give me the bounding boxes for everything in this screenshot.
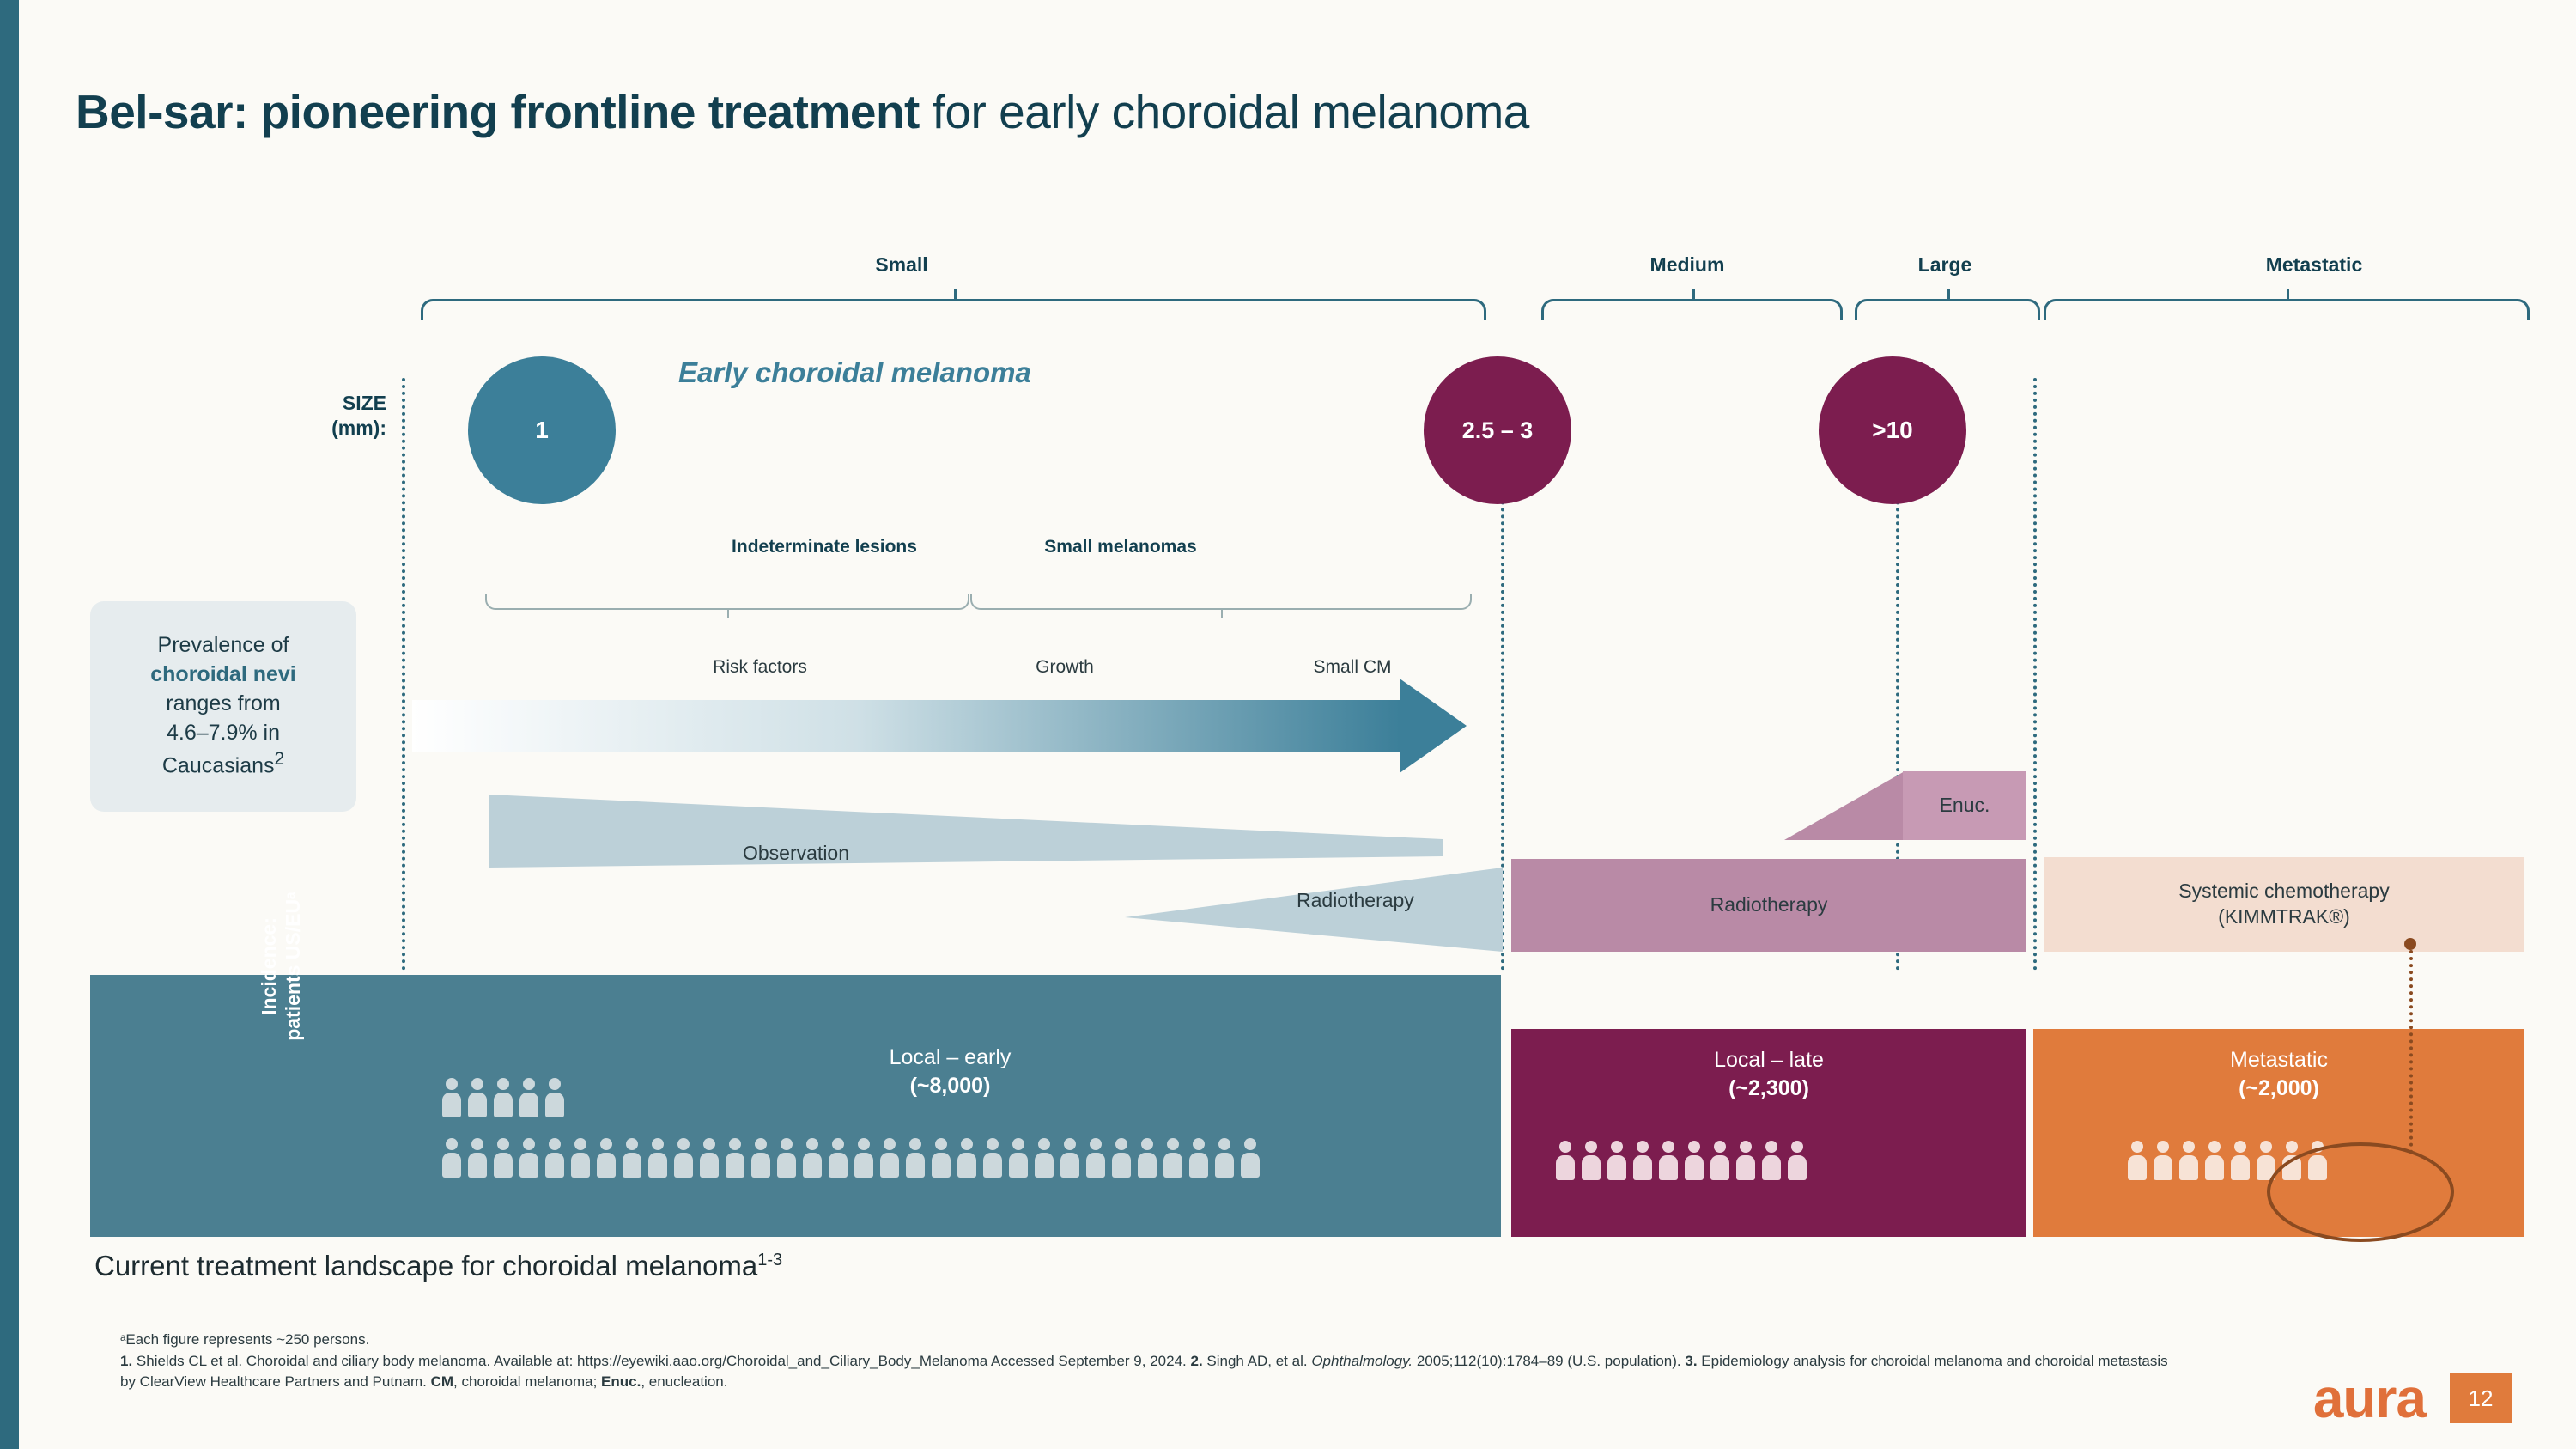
prevalence-line2: ranges from <box>166 691 281 715</box>
incidence-count-local-late: (~2,300) <box>1728 1075 1809 1100</box>
footnote-ref2-journal: Ophthalmology. <box>1311 1352 1413 1369</box>
footnote-ref2-marker: 2. <box>1190 1352 1203 1369</box>
incidence-figures-local-early <box>442 1078 1481 1117</box>
footnote-ref2-end: 2005;112(10):1784–89 (U.S. population). <box>1413 1352 1686 1369</box>
footnote-ref1-link[interactable]: https://eyewiki.aao.org/Choroidal_and_Ciliary_Body_Melanoma <box>577 1352 988 1369</box>
category-label-medium: Medium <box>1649 253 1725 276</box>
systemic-chemotherapy-band <box>2044 857 2524 952</box>
early-choroidal-melanoma-label: Early choroidal melanoma <box>678 356 1031 388</box>
enucleation-band: Enuc. <box>1903 771 2026 840</box>
page-title-bold: Bel-sar: pioneering frontline treatment <box>76 85 920 138</box>
footnote-ref3-marker: 3. <box>1685 1352 1698 1369</box>
prevalence-line4: Caucasians <box>161 753 275 778</box>
incidence-label-metastatic: Metastatic <box>2230 1048 2328 1072</box>
incidence-label-local-early: Local – early <box>889 1045 1012 1069</box>
abbrev-enuc-marker: Enuc. <box>601 1373 641 1391</box>
incidence-count-metastatic: (~2,000) <box>2239 1075 2319 1100</box>
abbrev-enuc-text: , enucleation. <box>641 1373 728 1391</box>
incidence-title-local-late <box>1511 1046 2026 1102</box>
left-accent-bar <box>0 0 19 1449</box>
category-brace-metastatic <box>2044 299 2530 320</box>
footnote-references <box>120 1351 2181 1393</box>
incidence-axis-block <box>90 975 399 1237</box>
footnote-ref1-marker: 1. <box>120 1352 133 1369</box>
footnote-ref1-text: Shields CL et al. Choroidal and ciliary body melanoma. Available at: <box>132 1352 578 1369</box>
divider-large-metastatic <box>2033 378 2037 971</box>
category-brace-large <box>1855 299 2040 320</box>
size-axis-label <box>240 391 386 441</box>
lesion-group-label-indeterminate: Indeterminate lesions <box>732 537 917 557</box>
footnote-ref1-accessed: Accessed September 9, 2024. <box>987 1352 1191 1369</box>
incidence-label-local-late: Local – late <box>1714 1048 1824 1072</box>
incidence-block-local-late <box>1511 1029 2026 1237</box>
lesion-tick-risk-factors: Risk factors <box>713 657 807 677</box>
divider-small-start <box>402 378 405 971</box>
observation-wedge <box>489 795 1443 868</box>
figure-caption <box>94 1250 782 1282</box>
incidence-figures-local-late <box>1556 1141 2002 1180</box>
lesion-tick-growth: Growth <box>1036 657 1094 677</box>
figure-caption-refs: 1-3 <box>757 1251 783 1269</box>
incidence-axis-label: Incidence: patients US/EUᵃ <box>258 892 304 1041</box>
category-label-metastatic: Metastatic <box>2265 253 2363 276</box>
lesion-group-brace-indeterminate <box>485 594 969 610</box>
category-brace-medium <box>1541 299 1843 320</box>
prevalence-line1: Prevalence of <box>157 633 289 658</box>
prevalence-callout <box>90 601 356 812</box>
incidence-count-local-early: (~8,000) <box>909 1073 991 1098</box>
category-label-large: Large <box>1917 253 1972 276</box>
progression-arrow-body <box>412 700 1400 752</box>
metastatic-highlight-dot <box>2404 938 2416 950</box>
prevalence-superscript: 2 <box>274 749 285 770</box>
enucleation-wedge <box>1784 771 1905 840</box>
footnotes <box>120 1330 2181 1393</box>
page-title-light: for early choroidal melanoma <box>919 85 1529 138</box>
size-axis-label-line2: (mm): <box>331 416 386 439</box>
abbrev-cm-text: , choroidal melanoma; <box>453 1373 602 1391</box>
figure-caption-text: Current treatment landscape for choroidal melanoma <box>94 1250 758 1282</box>
incidence-block-local-early <box>399 975 1501 1237</box>
prevalence-line3: 4.6–7.9% in <box>166 720 281 745</box>
radiotherapy-medium-band: Radiotherapy <box>1511 859 2026 952</box>
aura-logo: aura <box>2312 1367 2426 1429</box>
category-label-small: Small <box>875 253 928 276</box>
progression-arrow-head <box>1400 679 1467 773</box>
size-marker-2: 2.5 – 3 <box>1424 356 1571 504</box>
page-title <box>76 84 1529 139</box>
lesion-tick-small-cm: Small CM <box>1313 657 1392 677</box>
observation-label: Observation <box>743 842 850 864</box>
footnote-ref3-text: Epidemiology analysis for choroidal melanoma and choroidal metastasis by ClearView Healthcare Partners and Putnam. <box>120 1352 2168 1391</box>
incidence-figures-local-early-row2 <box>442 1138 1485 1178</box>
footnote-ref2-text: Singh AD, et al. <box>1202 1352 1312 1369</box>
footnote-a: ᵃEach figure represents ~250 persons. <box>120 1331 370 1348</box>
systemic-chemotherapy-line2: (KIMMTRAK®) <box>2218 905 2350 928</box>
size-marker-1: 1 <box>468 356 616 504</box>
abbrev-cm-marker: CM <box>430 1373 454 1391</box>
incidence-title-metastatic <box>2033 1046 2524 1102</box>
systemic-chemotherapy-line1: Systemic chemotherapy <box>2178 880 2390 903</box>
metastatic-highlight-ellipse <box>2267 1142 2454 1242</box>
lesion-group-label-small-melanomas: Small melanomas <box>1044 537 1197 557</box>
category-brace-small <box>421 299 1486 320</box>
prevalence-highlight: choroidal nevi <box>150 662 296 687</box>
size-marker-3: >10 <box>1819 356 1966 504</box>
lesion-group-brace-small-melanomas <box>970 594 1472 610</box>
radiotherapy-small-label: Radiotherapy <box>1297 889 1414 911</box>
metastatic-highlight-connector <box>2409 943 2413 1154</box>
size-axis-label-line1: SIZE <box>342 392 386 414</box>
page-number-badge: 12 <box>2450 1373 2512 1423</box>
